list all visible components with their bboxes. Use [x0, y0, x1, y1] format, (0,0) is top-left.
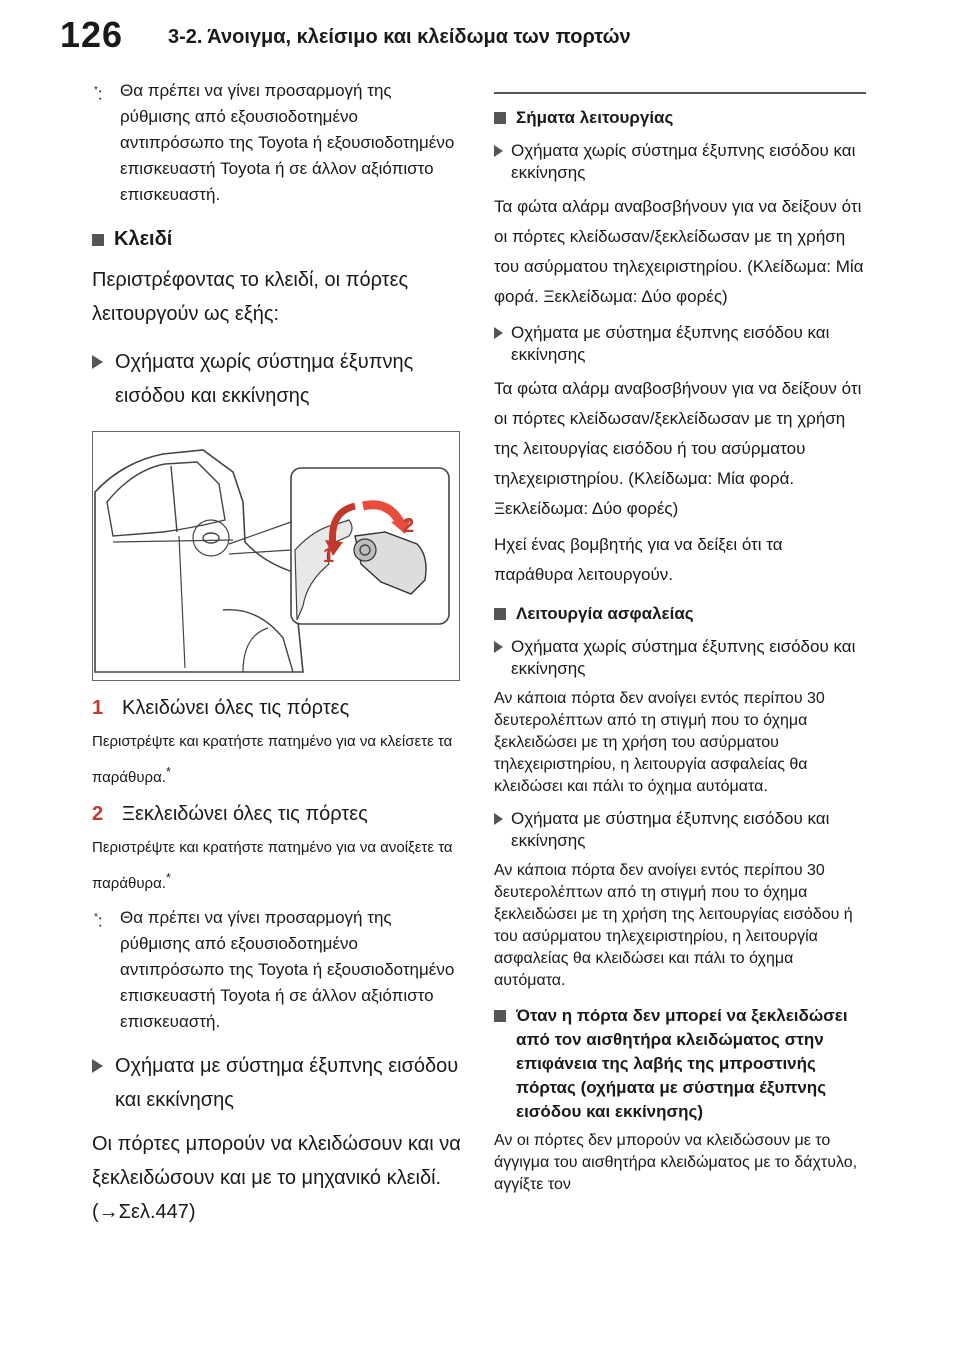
triangle-bullet-icon [494, 145, 503, 157]
safety-text-without: Αν κάποια πόρτα δεν ανοίγει εντός περίπου 30 δευτερολέπτων από τη στιγμή που το όχημα ξεκλειδώσει με τη χρήση του ασύρματου τηλεχειριστηρίου, η λειτουργία ασφαλείας θα κλειδώσει και πάλι το όχημα αυτόματα. [494, 690, 825, 795]
item-lock-all: 1 Κλειδώνει όλες τις πόρτες [92, 693, 464, 723]
subheading-with-smart-entry: Οχήματα με σύστημα έξυπνης εισόδου και εκκίνησης [92, 1049, 464, 1117]
triangle-bullet-icon [494, 641, 503, 653]
key-intro: Περιστρέφοντας το κλειδί, οι πόρτες λειτουργούν ως εξής: [92, 269, 409, 325]
signals-text-without: Τα φώτα αλάρμ αναβοσβήνουν για να δείξουν ότι οι πόρτες κλείδωσαν/ξεκλείδωσαν με τη χρήση του ασύρματου τηλεχειριστηρίου. (Κλείδωμα: Μία φορά. Ξεκλείδωμα: Δύο φορές) [494, 197, 864, 306]
triangle-bullet-icon [494, 327, 503, 339]
footnote-1: *: Θα πρέπει να γίνει προσαρμογή της ρύθμισης από εξουσιοδοτημένο αντιπρόσωπο της Toyota ή εξουσιοδοτημένο επισκευαστή Toyota ή σε άλλον αξιόπιστο επισκευαστή. [92, 78, 464, 208]
signals-text-with: Τα φώτα αλάρμ αναβοσβήνουν για να δείξουν ότι οι πόρτες κλείδωσαν/ξεκλείδωσαν με τη χρήση της λειτουργίας εισόδου ή του ασύρματου τηλεχειριστηρίου. (Κλείδωμα: Μία φορά. Ξεκλείδωμα: Δύο φορές) [494, 379, 862, 518]
safety-heading: Λειτουργία ασφαλείας [494, 602, 866, 626]
section-title: 3-2. Άνοιγμα, κλείσιμο και κλείδωμα των πορτών [168, 26, 631, 48]
sensor-text: Αν οι πόρτες δεν μπορούν να κλειδώσουν με το άγγιγμα του αισθητήρα κλειδώματος με το δάχτυλο, αγγίξτε τον [494, 1132, 858, 1193]
item-lock-note: Περιστρέψτε και κρατήστε πατημένο για να κλείσετε τα παράθυρα.* [92, 733, 453, 786]
footnote-marker: *: [94, 911, 103, 931]
triangle-bullet-icon [92, 1059, 103, 1073]
subheading-without-smart-entry: Οχήματα χωρίς σύστημα έξυπνης εισόδου και εκκίνησης [92, 345, 464, 413]
section-square-icon [494, 1010, 506, 1022]
footnote-marker: *: [94, 84, 103, 104]
door-handle-icon [203, 533, 219, 543]
section-square-icon [92, 234, 104, 246]
safety-sub-with: Οχήματα με σύστημα έξυπνης εισόδου και εκκίνησης [494, 808, 866, 852]
key-heading: Κλειδί [92, 228, 464, 251]
signals-sub-without: Οχήματα χωρίς σύστημα έξυπνης εισόδου και εκκίνησης [494, 140, 866, 184]
safety-text-with: Αν κάποια πόρτα δεν ανοίγει εντός περίπου 30 δευτερολέπτων από τη στιγμή που το όχημα ξεκλειδώσει με τη χρήση της λειτουργίας εισόδου ή του ασύρματου τηλεχειριστηρίου, η λειτουργία ασφαλείας θα κλειδώσει και πάλι το όχημα αυτόματα. [494, 862, 853, 989]
footnote-2: *: Θα πρέπει να γίνει προσαρμογή της ρύθμισης από εξουσιοδοτημένο αντιπρόσωπο της Toyota ή εξουσιοδοτημένο επισκευαστή Toyota ή σε άλλον αξιόπιστο επισκευαστή. [92, 905, 464, 1035]
key-turn-illustration [92, 431, 460, 681]
item-number: 1 [92, 697, 104, 719]
top-rule [494, 92, 866, 94]
item-unlock-all: 2 Ξεκλειδώνει όλες τις πόρτες [92, 799, 464, 829]
item-number: 2 [92, 803, 104, 825]
signals-heading: Σήματα λειτουργίας [494, 106, 866, 130]
left-column [92, 72, 464, 1229]
signals-buzzer-text: Ηχεί ένας βομβητής για να δείξει ότι τα παράθυρα λειτουργούν. [494, 535, 783, 584]
section-square-icon [494, 608, 506, 620]
mechanical-key-text: Οι πόρτες μπορούν να κλειδώσουν και να ξεκλειδώσουν και με το μηχανικό κλειδί. (→Σελ.447) [92, 1133, 461, 1223]
section-square-icon [494, 112, 506, 124]
sensor-heading: Όταν η πόρτα δεν μπορεί να ξεκλειδώσει από τον αισθητήρα κλειδώματος στην επιφάνεια της λαβής της μπροστινής πόρτας (οχήματα με σύστημα έξυπνης εισόδου και εκκίνησης) [494, 1004, 866, 1124]
page-number: 126 [60, 14, 124, 55]
safety-sub-without: Οχήματα χωρίς σύστημα έξυπνης εισόδου και εκκίνησης [494, 636, 866, 680]
triangle-bullet-icon [92, 355, 103, 369]
right-column [494, 72, 866, 1196]
signals-sub-with: Οχήματα με σύστημα έξυπνης εισόδου και εκκίνησης [494, 322, 866, 366]
figure-label-1: 1 [323, 545, 335, 567]
item-unlock-note: Περιστρέψτε και κρατήστε πατημένο για να ανοίξετε τα παράθυρα.* [92, 839, 453, 892]
figure-label-2: 2 [403, 515, 415, 537]
triangle-bullet-icon [494, 813, 503, 825]
